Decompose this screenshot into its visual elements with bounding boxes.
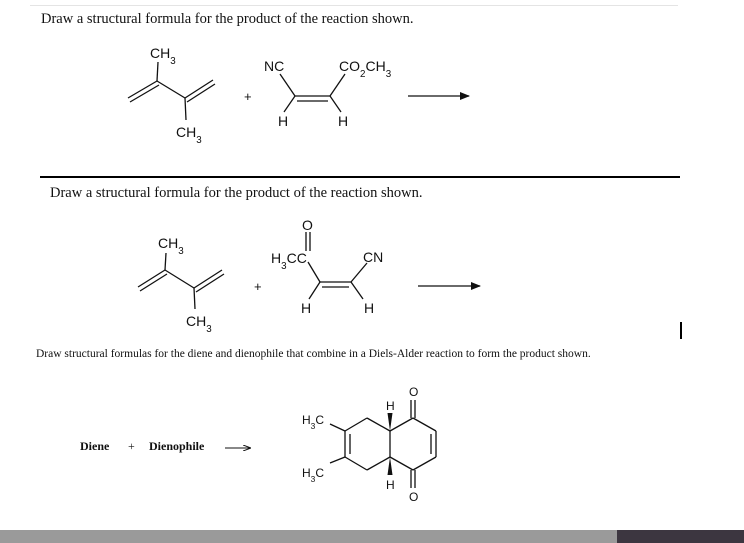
- problem-2-h-left: H: [301, 300, 312, 316]
- problem-1-h-right: H: [338, 113, 349, 129]
- problem-1-dienophile: [280, 74, 345, 112]
- problem-1-plus: +: [244, 89, 252, 104]
- scrollbar-thumb[interactable]: [617, 530, 744, 543]
- problem-1-nitrile-label: NC: [264, 58, 285, 74]
- problem-2-diene-methyl-top: $CH_3$: [158, 235, 184, 257]
- product-h-top: H: [386, 399, 395, 413]
- problem-2-dienophile: [306, 232, 367, 299]
- diene-answer-label[interactable]: Diene: [80, 439, 110, 453]
- problem-1-ester-label: $CO_2CH_3$: [339, 58, 392, 80]
- product-methyl-top: $H_3C$: [302, 413, 325, 431]
- problem-1-prompt: Draw a structural formula for the product of the reaction shown.: [41, 11, 414, 27]
- problem-2-prompt: Draw a structural formula for the product of the reaction shown.: [50, 185, 423, 201]
- problem-2-acetyl-label: $H_3CC$: [271, 250, 307, 272]
- problem-1-h-left: H: [278, 113, 289, 129]
- problem-2-h-right: H: [364, 300, 375, 316]
- answer-plus: +: [128, 439, 135, 453]
- problem-2-nitrile-label: CN: [363, 249, 384, 265]
- product-oxygen-top: O: [409, 385, 419, 399]
- dienophile-answer-label[interactable]: Dienophile: [149, 439, 205, 453]
- problem-3-product-structure: [330, 400, 436, 488]
- product-methyl-bottom: $H_3C$: [302, 466, 325, 484]
- problem-3-prompt: Draw structural formulas for the diene and dienophile that combine in a Diels-Alder reaction to form the product shown.: [36, 348, 591, 360]
- product-oxygen-bottom: O: [409, 490, 419, 504]
- problem-2-plus: +: [254, 279, 262, 294]
- text-cursor: [680, 322, 682, 339]
- problem-1-diene-methyl-top: $CH_3$: [150, 45, 176, 67]
- product-h-bottom: H: [386, 478, 395, 492]
- problem-2-diene: [138, 253, 224, 309]
- problem-1-diene-methyl-bottom: $CH_3$: [176, 124, 202, 146]
- problem-1-diene: [128, 62, 215, 120]
- wedge-bottom: [388, 457, 393, 475]
- problem-2-carbonyl-oxygen: O: [302, 217, 313, 233]
- wedge-top: [388, 413, 393, 431]
- problem-2-diene-methyl-bottom: $CH_3$: [186, 313, 212, 335]
